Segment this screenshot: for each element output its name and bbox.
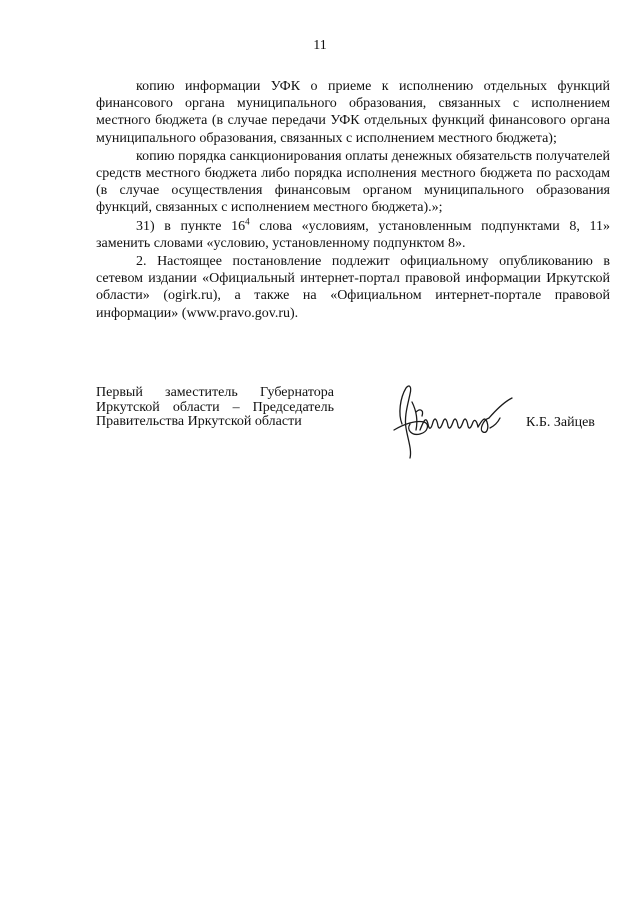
- signature-block: [96, 386, 610, 466]
- signer-title-line-3: Правительства Иркутской области: [96, 414, 302, 429]
- paragraph-sanction-order: копию порядка санкционирования оплаты денежных обязательств получателей средств местного бюджета либо порядка исполнения местного бюджета по расходам (в случае осуществления финансовым органом муниципального образования функций, связанных с исполнением местного бюджета).»;: [96, 148, 610, 216]
- signer-title-line-2: Иркутской области – Председатель: [96, 399, 334, 415]
- signer-title: [96, 386, 334, 430]
- paragraph-ufk-info: копию информации УФК о приеме к исполнению отдельных функций финансового органа муниципального образования, связанных с исполнением местного бюджета (в случае передачи УФК отдельных функций финансового органа муниципального образования, связанных с исполнением местного бюджета);: [96, 79, 610, 146]
- page-number: 11: [313, 38, 327, 53]
- signer-title-line-1: Первый заместитель Губернатора: [96, 385, 334, 400]
- item-31-text-after: слова «условиям, установленным подпунктами 8, 11» заменить словами «условию, установленному подпунктом 8».: [96, 218, 610, 251]
- item-31-text-before: 31) в пункте 16: [136, 218, 246, 234]
- superscript: 4: [245, 215, 250, 226]
- body-text: [96, 78, 610, 322]
- paragraph-publication: 2. Настоящее постановление подлежит официальному опубликованию в сетевом издании «Официальный интернет-портал правовой информации Иркутской области» (ogirk.ru), а также на «Официальном интернет-портале правовой информации» (www.pravo.gov.ru).: [96, 254, 610, 321]
- signer-name: К.Б. Зайцев: [526, 415, 595, 430]
- paragraph-item-31: [96, 215, 610, 252]
- handwritten-signature: [386, 380, 526, 464]
